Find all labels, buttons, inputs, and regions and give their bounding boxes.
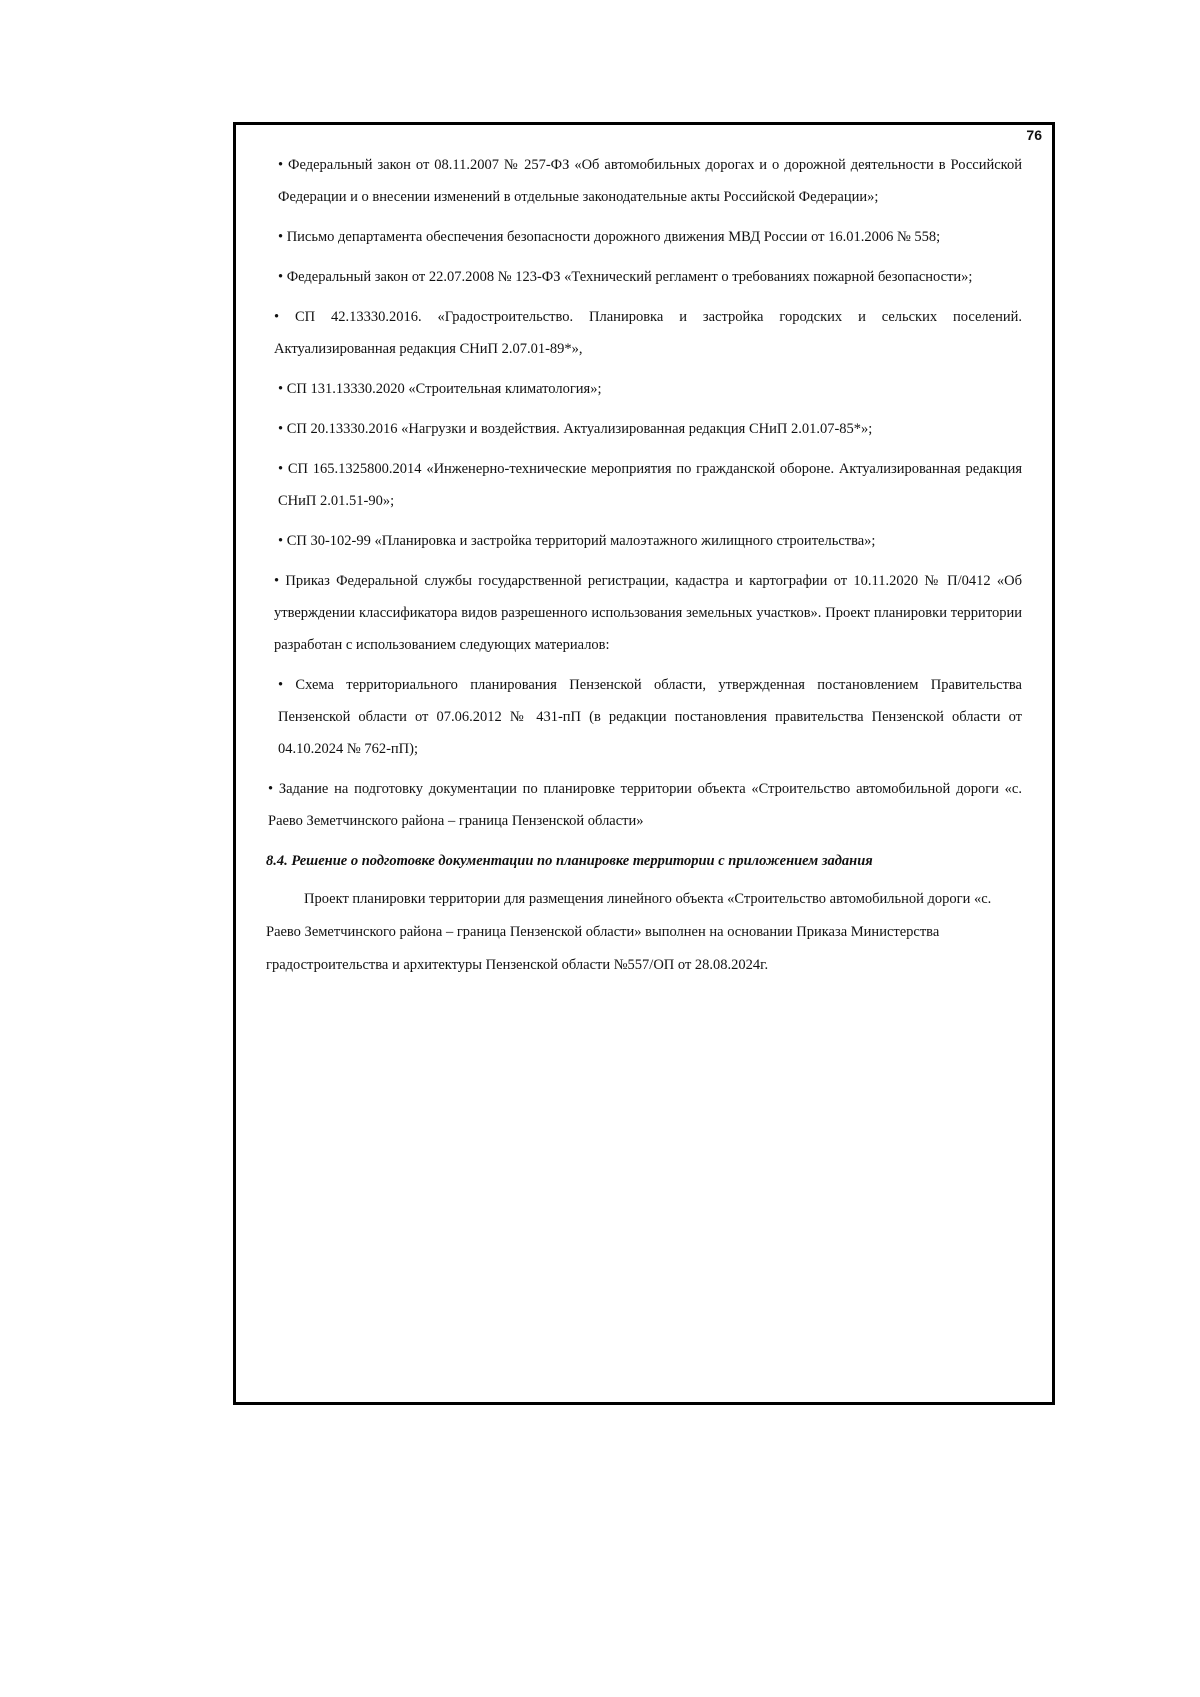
section-heading: 8.4. Решение о подготовке документации по планировке территории с приложением задания: [266, 853, 873, 869]
list-item: • СП 42.13330.2016. «Градостроительство. Планировка и застройка городских и сельских поселений. Актуализированная редакция СНиП 2.07.01-89*»,: [274, 309, 1022, 357]
page-content: [266, 149, 1022, 982]
list-item: • СП 20.13330.2016 «Нагрузки и воздействия. Актуализированная редакция СНиП 2.01.07-85*»;: [278, 421, 873, 437]
list-item: • Письмо департамента обеспечения безопасности дорожного движения МВД России от 16.01.2006 № 558;: [278, 229, 941, 245]
list-item: • Приказ Федеральной службы государственной регистрации, кадастра и картографии от 10.11.2020 № П/0412 «Об утверждении классификатора видов разрешенного использования земельных участков». Проект планировки территории разработан с использованием следующих материалов:: [274, 573, 1022, 653]
section-body: Проект планировки территории для размещения линейного объекта «Строительство автомобильной дороги «с. Раево Земетчинского района – граница Пензенской области» выполнен на основании Приказа Министерства градостроительства и архитектуры Пензенской области №557/ОП от 28.08.2024г.: [266, 891, 992, 973]
list-item: • СП 30-102-99 «Планировка и застройка территорий малоэтажного жилищного строительства»;: [278, 533, 876, 549]
list-item: • СП 165.1325800.2014 «Инженерно-технические мероприятия по гражданской обороне. Актуализированная редакция СНиП 2.01.51-90»;: [278, 461, 1022, 509]
list-item: • Схема территориального планирования Пензенской области, утвержденная постановлением Правительства Пензенской области от 07.06.2012 № 431-пП (в редакции постановления правительства Пензенской области от 04.10.2024 № 762-пП);: [278, 677, 1022, 757]
page-number: 76: [1026, 127, 1042, 143]
list-item: • Задание на подготовку документации по планировке территории объекта «Строительство автомобильной дороги «с. Раево Земетчинского района – граница Пензенской области»: [268, 781, 1022, 829]
list-item: • СП 131.13330.2020 «Строительная климатология»;: [278, 381, 602, 397]
list-item: • Федеральный закон от 08.11.2007 № 257-ФЗ «Об автомобильных дорогах и о дорожной деятельности в Российской Федерации и о внесении изменений в отдельные законодательные акты Российской Федерации»;: [278, 157, 1022, 205]
list-item: • Федеральный закон от 22.07.2008 № 123-ФЗ «Технический регламент о требованиях пожарной безопасности»;: [278, 269, 973, 285]
page-frame: [233, 122, 1055, 1405]
